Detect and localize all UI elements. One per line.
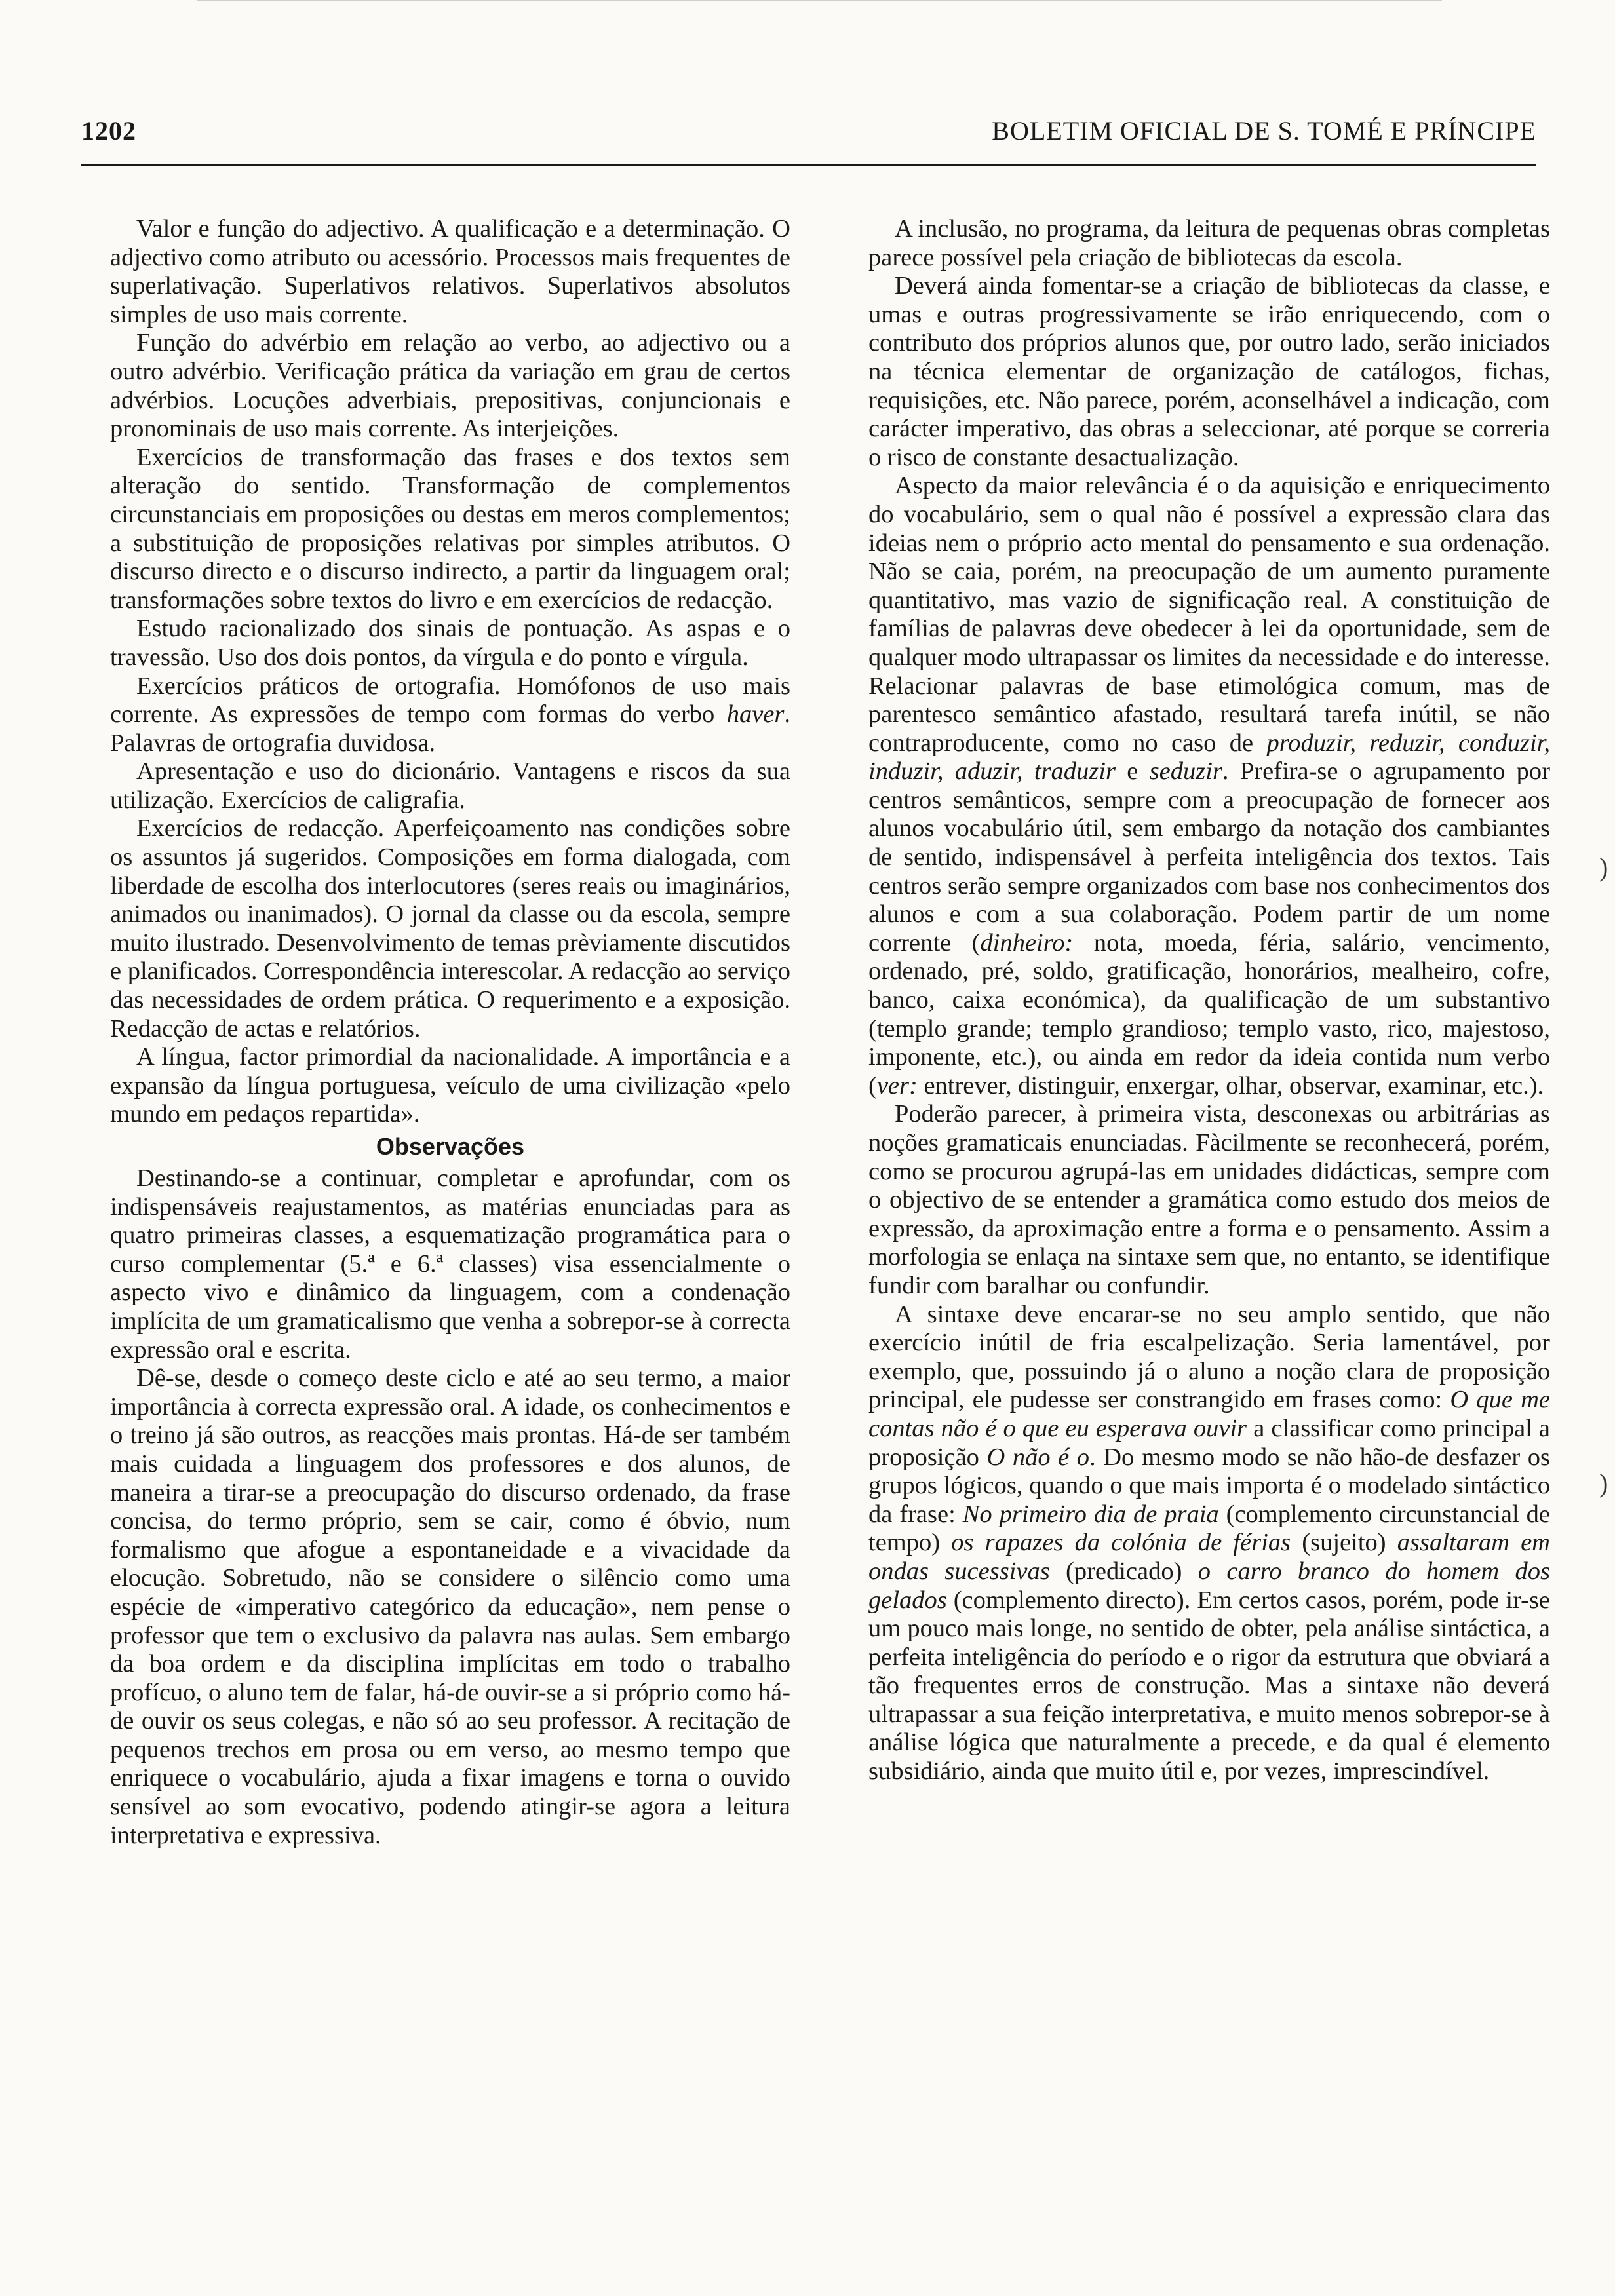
italic-example: o carro branco do homem dos gelados <box>868 1557 1551 1614</box>
italic-term: produzir, reduzir, conduzir, induzir, aduzir, traduzir <box>868 729 1550 786</box>
paragraph-adjectivo: Valor e função do adjectivo. A qualificação e a determinação. O adjectivo como atributo ou acessório. Processos mais frequentes de superlativação. Superlativos relativos. Superlativos absolutos simples de uso mais corrente. <box>110 215 790 328</box>
paragraph-vocabulario <box>868 472 1550 1100</box>
right-column <box>868 215 1550 1786</box>
text-run: . Palavras de ortografia duvidosa. <box>110 700 790 757</box>
paragraph-nocoes-gramaticais: Poderão parecer, à primeira vista, desconexas ou arbitrárias as noções gramaticais enunciadas. Fàcilmente se reconhecerá, porém, como se procurou agrupá-las em unidades didácticas, sempre com o objectivo de se entender a gramática como estudo dos meios de expressão, da aproximação entre a forma e o pensamento. Assim a morfologia se enlaça na sintaxe sem que, no entanto, se identifique fundir com baralhar ou confundir. <box>868 1100 1550 1299</box>
paragraph-redaccao: Exercícios de redacção. Aperfeiçoamento nas condições sobre os assuntos já sugeridos. Composições em forma dialogada, com liberdade de escolha dos interlocutores (seres reais ou imaginários, animados ou inanimados). O jornal da classe ou da escola, sempre muito ilustrado. Desenvolvimento de temas prèviamente discutidos e planificados. Correspondência interescolar. A redacção ao serviço das necessidades de ordem prática. O requerimento e a exposição. Redacção de actas e relatórios. <box>110 814 790 1043</box>
text-run: Aspecto da maior relevância é o da aquisição e enriquecimento do vocabulário, sem o qual não é possível a expressão clara das ideias nem o próprio acto mental do pensamento e sua ordenação. Não se caia, porém, na preocupação de um aumento puramente quantitativo, mas vazio de significação real. A constituição de famílias de palavras deve obedecer à lei da oportunidade, sem de qualquer modo ultrapassar os limites da necessidade e do interesse. Relacionar palavras de base etimológica comum, mas de parentesco semântico afastado, resultará tarefa inútil, se não contraproducente, como no caso de <box>868 472 1550 757</box>
italic-example: assaltaram em ondas sucessivas <box>868 1529 1550 1585</box>
paragraph-inclusao: A inclusão, no programa, da leitura de pequenas obras completas parece possível pela criação de bibliotecas da escola. <box>868 215 1550 271</box>
text-run: (complemento circunstancial de tempo) <box>868 1500 1550 1557</box>
section-heading-observacoes: Observações <box>376 1133 525 1160</box>
text-run: A sintaxe deve encarar-se no seu amplo sentido, que não exercício inútil de fria escalpelização. Seria lamentável, por exemplo, que, possuindo já o aluno a noção clara de proposição principal, ele pudesse ser constrangido em frases como: <box>868 1300 1550 1414</box>
italic-term: seduzir <box>1149 757 1222 786</box>
text-run: Exercícios práticos de ortografia. Homófonos de uso mais corrente. As expressões de tempo com formas do verbo <box>110 672 790 729</box>
scan-edge-noise <box>197 0 1442 7</box>
page-header <box>81 111 1536 151</box>
header-rule <box>81 164 1536 166</box>
paragraph-lingua: A língua, factor primordial da nacionalidade. A importância e a expansão da língua portuguesa, veículo de uma civilização «pelo mundo em pedaços repartida». <box>110 1043 790 1128</box>
text-run: (predicado) <box>1049 1557 1198 1585</box>
text-run: a classificar como principal a proposição <box>868 1414 1550 1471</box>
text-run: (sujeito) <box>1291 1529 1397 1557</box>
italic-example: os rapazes da colónia de férias <box>951 1529 1291 1557</box>
text-run: (complemento directo). Em certos casos, porém, pode ir-se um pouco mais longe, no sentido de obter, pela análise sintáctica, a perfeita inteligência do período e o rigor da estrutura que obviará a tão frequentes erros de construção. Mas a sintaxe não deverá ultrapassar a sua feição interpretativa, e muito menos sobrepor-se à análise lógica que naturalmente a precede, e da qual é elemento subsidiário, ainda que muito útil e, por vezes, imprescindível. <box>868 1586 1550 1786</box>
paragraph-pontuacao: Estudo racionalizado dos sinais de pontuação. As aspas e o travessão. Uso dos dois pontos, da vírgula e do ponto e vírgula. <box>110 615 790 671</box>
italic-example: O não é o <box>986 1443 1090 1471</box>
paragraph-sintaxe <box>868 1301 1550 1786</box>
text-run: . Prefira-se o agrupamento por centros semânticos, sempre com a preocupação de fornecer aos alunos vocabulário útil, sem embargo da notação dos cambiantes de sentido, indispensável à perfeita inteligência dos textos. Tais centros serão sempre organizados com base nos conhecimentos dos alunos e com a sua colaboração. Podem partir de um nome corrente ( <box>868 757 1550 957</box>
margin-mark: ) <box>1599 1468 1608 1498</box>
italic-term: ver: <box>876 1071 918 1100</box>
paragraph-dicionario: Apresentação e uso do dicionário. Vantagens e riscos da sua utilização. Exercícios de caligrafia. <box>110 757 790 814</box>
italic-term: haver <box>726 700 785 729</box>
paragraph-ortografia <box>110 672 790 758</box>
paragraph-bibliotecas: Deverá ainda fomentar-se a criação de bibliotecas da classe, e umas e outras progressivamente se irão enriquecendo, com o contributo dos próprios alunos que, por outro lado, serão iniciados na técnica elementar de organização de catálogos, fichas, requisições, etc. Não parece, porém, aconselhável a indicação, com carácter imperativo, das obras a seleccionar, até porque se correria o risco de constante desactualização. <box>868 272 1550 471</box>
paragraph-adverbio: Função do advérbio em relação ao verbo, ao adjectivo ou a outro advérbio. Verificação prática da variação em grau de certos advérbios. Locuções adverbiais, prepositivas, conjuncionais e pronominais de uso mais corrente. As interjeições. <box>110 329 790 443</box>
text-run: e <box>1115 757 1150 786</box>
italic-example: No primeiro dia de praia <box>962 1500 1219 1528</box>
paragraph-destinando: Destinando-se a continuar, completar e aprofundar, com os indispensáveis reajustamentos, as matérias enunciadas para as quatro primeiras classes, a esquematização programática para o curso complementar (5.ª e 6.ª classes) visa essencialmente o aspecto vivo e dinâmico da linguagem, com a condenação implícita de um gramaticalismo que venha a sobrepor-se à correcta expressão oral e escrita. <box>110 1164 790 1364</box>
text-run: . Do mesmo modo se não hão-de desfazer os grupos lógicos, quando o que mais importa é o modelado sintáctico da frase: <box>868 1443 1550 1528</box>
paragraph-transformacao: Exercícios de transformação das frases e dos textos sem alteração do sentido. Transformação de complementos circunstanciais em proposições ou destas em meros complementos; a substituição de proposições relativas por simples atributos. O discurso directo e o discurso indirecto, a partir da linguagem oral; transformações sobre textos do livro e em exercícios de redacção. <box>110 443 790 614</box>
text-run: nota, moeda, féria, salário, vencimento, ordenado, pré, soldo, gratificação, honorários, mealheiro, cofre, banco, caixa económica), da qualificação de um substantivo (templo grande; templo grandioso; templo vasto, rico, majestoso, imponente, etc.), ou ainda em redor da ideia contida num verbo ( <box>868 928 1550 1100</box>
left-column <box>110 215 790 1850</box>
page-number: 1202 <box>81 116 136 145</box>
paragraph-expressao-oral: Dê-se, desde o começo deste ciclo e até ao seu termo, a maior importância à correcta expressão oral. A idade, os conhecimentos e o treino já são outros, as reacções mais prontas. Há-de ser também mais cuidada a linguagem dos professores e dos alunos, de maneira a tirar-se a preocupação do discurso ordenado, da frase concisa, do termo próprio, sem se cair, como é óbvio, num formalismo que afogue a espontaneidade e a vivacidade da elocução. Sobretudo, não se considere o silêncio como uma espécie de «imperativo categórico da educação», nem pense o professor que tem o exclusivo da palavra nas aulas. Sem embargo da boa ordem e da disciplina implícitas em todo o trabalho profícuo, o aluno tem de falar, há-de ouvir-se a si próprio como há-de ouvir os seus colegas, e não só ao seu professor. A recitação de pequenos trechos em prosa ou em verso, ao mesmo tempo que enriquece o vocabulário, ajuda a fixar imagens e torna o ouvido sensível ao som evocativo, podendo atingir-se agora a leitura interpretativa e expressiva. <box>110 1364 790 1849</box>
text-run: entrever, distinguir, enxergar, olhar, observar, examinar, etc.). <box>917 1071 1544 1100</box>
italic-example: O que me contas não é o que eu esperava ouvir <box>868 1386 1550 1442</box>
margin-mark: ) <box>1599 852 1608 882</box>
italic-term: dinheiro: <box>980 928 1074 957</box>
publication-title: BOLETIM OFICIAL DE S. TOMÉ E PRÍNCIPE <box>992 116 1536 145</box>
